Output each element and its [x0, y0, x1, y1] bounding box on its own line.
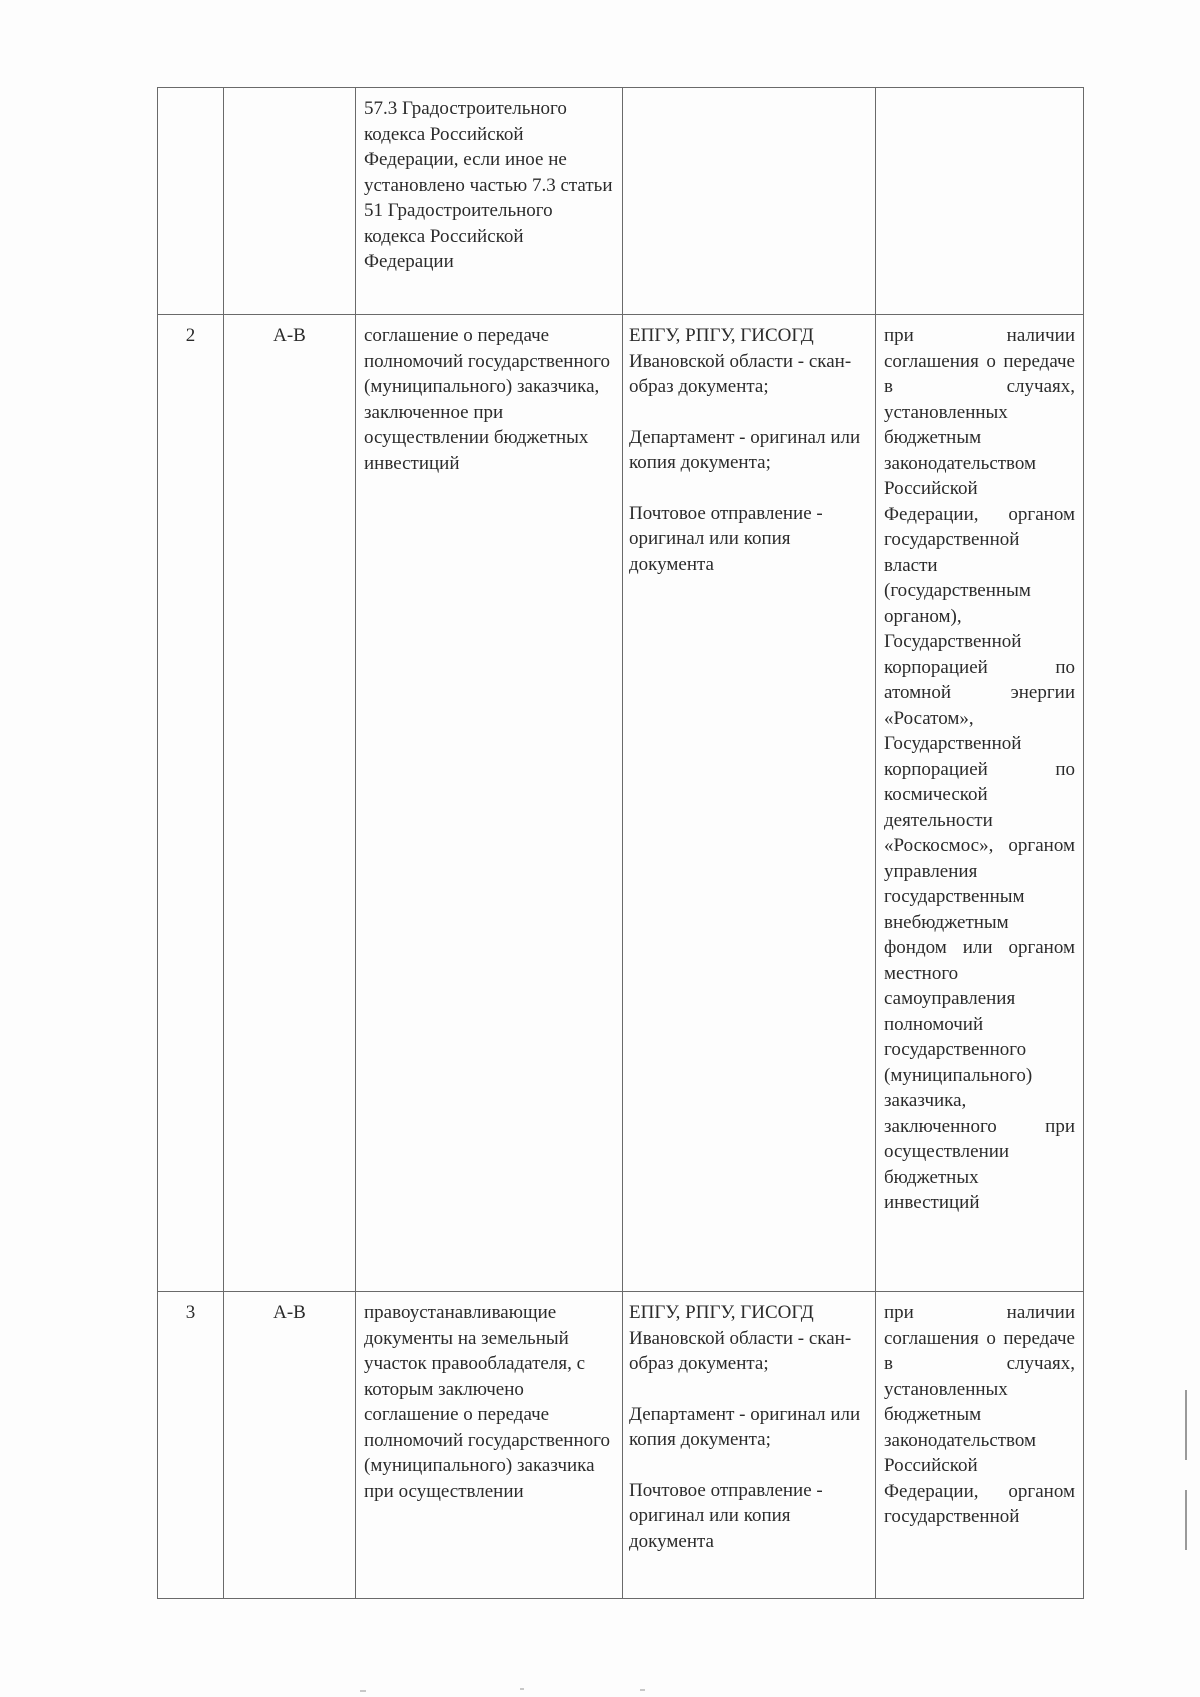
submission-method-cell — [623, 88, 876, 315]
document-name-cell: правоустанавливающие документы на земельный участок правообладателя, с которым заключено соглашение о передаче полномочий государственного (муниципального) заказчика при осуществлении — [356, 1292, 623, 1599]
condition-cell — [876, 88, 1084, 315]
table-row — [158, 315, 1084, 1292]
row-number-cell: 3 — [158, 1292, 224, 1599]
row-code-cell: А-В — [224, 315, 356, 1292]
table-row — [158, 1292, 1084, 1599]
scan-speck — [520, 1688, 524, 1690]
row-number-cell: 2 — [158, 315, 224, 1292]
condition-cell: при наличии соглашения о передаче в случаях, установленных бюджетным законодательством Российской Федерации, органом государственной власти (государственным органом), Государственной корпорацией по атомной энергии «Росатом», Государственной корпорацией по космической деятельности «Роскосмос», органом управления государственным внебюджетным фондом или органом местного самоуправления полномочий государственного (муниципального) заказчика, заключенного при осуществлении бюджетных инвестиций — [876, 315, 1084, 1292]
table-row — [158, 88, 1084, 315]
requirements-table — [157, 87, 1084, 1599]
submission-method-line: Департамент - оригинал или копия документа; — [629, 1403, 861, 1450]
submission-method-cell — [623, 1292, 876, 1599]
scan-margin-mark — [1185, 1390, 1187, 1460]
submission-method-line: Департамент - оригинал или копия документа; — [629, 426, 861, 473]
row-number-cell — [158, 88, 224, 315]
row-code-cell — [224, 88, 356, 315]
scan-margin-mark — [1185, 1490, 1187, 1550]
scan-speck — [640, 1689, 645, 1691]
row-code-cell: А-В — [224, 1292, 356, 1599]
submission-method-line: Почтовое отправление - оригинал или копия документа — [629, 502, 823, 575]
submission-method-line: Почтовое отправление - оригинал или копия документа — [629, 1479, 823, 1552]
condition-cell: при наличии соглашения о передаче в случаях, установленных бюджетным законодательством Российской Федерации, органом государственной — [876, 1292, 1084, 1599]
document-name-cell: 57.3 Градостроительного кодекса Российской Федерации, если иное не установлено частью 7.3 статьи 51 Градостроительного кодекса Российской Федерации — [356, 88, 623, 315]
submission-method-line: ЕПГУ, РПГУ, ГИСОГД Ивановской области - скан-образ документа; — [629, 325, 852, 397]
scan-speck — [360, 1690, 366, 1692]
submission-method-line: ЕПГУ, РПГУ, ГИСОГД Ивановской области - скан-образ документа; — [629, 1302, 852, 1374]
submission-method-cell — [623, 315, 876, 1292]
document-name-cell: соглашение о передаче полномочий государственного (муниципального) заказчика, заключенное при осуществлении бюджетных инвестиций — [356, 315, 623, 1292]
